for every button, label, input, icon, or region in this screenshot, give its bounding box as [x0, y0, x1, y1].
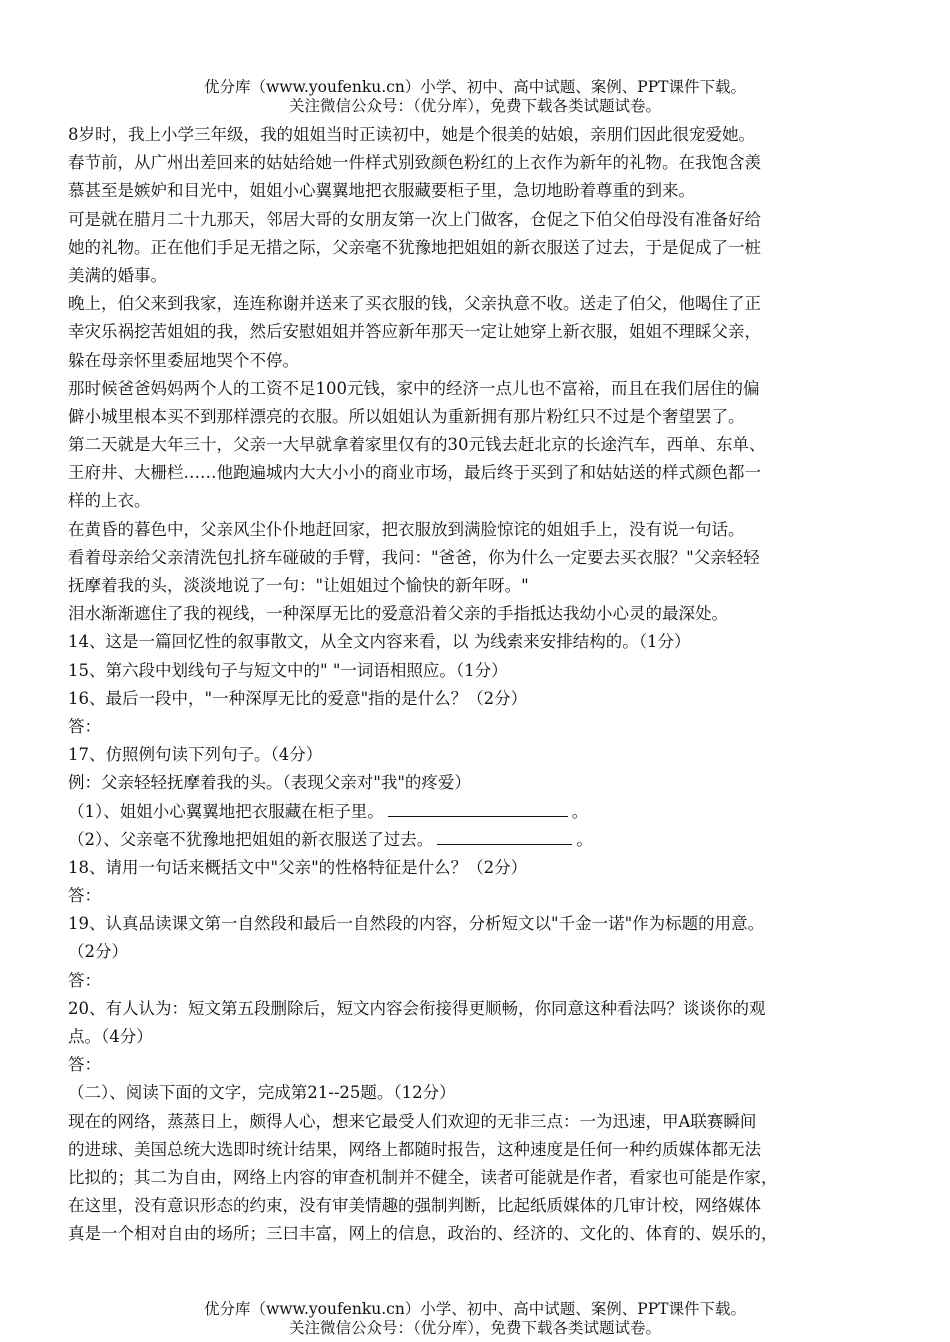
item-end: 。	[571, 801, 589, 821]
text-line: 王府井、大栅栏……他跑遍城内大大小小的商业市场，最后终于买到了和姑姑送的样式颜色都一	[68, 463, 761, 483]
question-20-cont: 点。（4分）	[68, 1027, 153, 1046]
text-line: 僻小城里根本买不到那样漂亮的衣服。所以姐姐认为重新拥有那片粉红只不过是个奢望罢了。	[68, 406, 745, 426]
question-17-item-1	[68, 798, 876, 826]
question-19-score: （2分）	[68, 942, 128, 962]
text-line: 幸灾乐祸挖苦姐姐的我，然后安慰姐姐并答应新年那天一定让她穿上新衣服，姐姐不理睬父亲，	[68, 322, 761, 342]
text-line: 在这里，没有意识形态的约束，没有审美情趣的强制判断，比起纸质媒体的几审计校，网络媒体	[68, 1196, 761, 1216]
text-line: 那时候爸爸妈妈两个人的工资不足100元钱，家中的经济一点儿也不富裕，而且在我们居住的偏	[68, 378, 760, 398]
footer-line-1: 优分库（www.youfenku.cn）小学、初中、高中试题、案例、PPT课件下载。	[203, 1300, 747, 1318]
text-line: 真是一个相对自由的场所；三曰丰富，网上的信息，政治的、经济的、文化的、体育的、娱乐的，	[68, 1224, 778, 1244]
answer-label: 答：	[68, 970, 101, 990]
text-line: 看着母亲给父亲清洗包扎挤车碰破的手臂，我问："爸爸，你为什么一定要去买衣服？"父亲轻轻	[68, 547, 760, 567]
item-text: （2）、父亲毫不犹豫地把姐姐的新衣服送了过去。	[68, 829, 434, 849]
question-16: 16、最后一段中，"一种深厚无比的爱意"指的是什么？（2分）	[68, 688, 528, 708]
question-15: 15、第六段中划线句子与短文中的" "一词语相照应。（1分）	[68, 660, 508, 680]
answer-label: 答：	[68, 886, 101, 906]
question-20: 20、有人认为：短文第五段删除后，短文内容会衔接得更顺畅，你同意这种看法吗？谈谈你的观	[68, 998, 766, 1018]
section-two-heading: （二）、阅读下面的文字，完成第21--25题。（12分）	[68, 1083, 456, 1103]
text-line: 美满的婚事。	[68, 265, 167, 285]
text-line: 晚上，伯父来到我家，连连称谢并送来了买衣服的钱，父亲执意不收。送走了伯父，他喝住了正	[68, 294, 761, 314]
header-line-2: 关注微信公众号：（优分库），免费下载各类试题试卷。	[288, 97, 661, 115]
text-line: 可是就在腊月二十九那天，邻居大哥的女朋友第一次上门做客，仓促之下伯父伯母没有准备好给	[68, 209, 761, 229]
question-18: 18、请用一句话来概括文中"父亲"的性格特征是什么？（2分）	[68, 857, 528, 877]
header-line-1: 优分库（www.youfenku.cn）小学、初中、高中试题、案例、PPT课件下载。	[203, 78, 747, 96]
text-line: 样的上衣。	[68, 491, 151, 511]
question-19: 19、认真品读课文第一自然段和最后一自然段的内容，分析短文以"千金一诺"作为标题的用意。	[68, 914, 765, 934]
text-line: 春节前，从广州出差回来的姑姑给她一件样式别致颜色粉红的上衣作为新年的礼物。在我饱含羡	[68, 153, 761, 173]
text-line: 躲在母亲怀里委屈地哭个不停。	[68, 350, 299, 370]
question-17-example: 例：父亲轻轻抚摩着我的头。（表现父亲对"我"的疼爱）	[68, 773, 471, 793]
question-17: 17、仿照例句读下列句子。（4分）	[68, 745, 323, 765]
text-line: 比拟的；其二为自由，网络上内容的审查机制并不健全，读者可能就是作者，看家也可能是作家，	[68, 1167, 778, 1187]
answer-label: 答：	[68, 716, 101, 736]
item-end: 。	[576, 829, 593, 849]
text-line: 的进球、美国总统大选即时统计结果，网络上都随时报告，这种速度是任何一种约质媒体都无法	[68, 1139, 761, 1159]
answer-blank[interactable]	[388, 798, 568, 817]
text-line: 慕甚至是嫉妒和目光中，姐姐小心翼翼地把衣服藏要柜子里，急切地盼着尊重的到来。	[68, 181, 695, 201]
answer-label: 答：	[68, 1055, 101, 1075]
page-header	[0, 78, 950, 116]
answer-blank[interactable]	[437, 826, 572, 845]
text-line: 泪水渐渐遮住了我的视线，一种深厚无比的爱意沿着父亲的手指抵达我幼小心灵的最深处。	[68, 604, 728, 624]
item-text: （1）、姐姐小心翼翼地把衣服藏在柜子里。	[68, 801, 384, 821]
text-line: 她的礼物。正在他们手足无措之际，父亲毫不犹豫地把姐姐的新衣服送了过去，于是促成了一桩	[68, 237, 761, 257]
footer-line-2: 关注微信公众号：（优分库），免费下载各类试题试卷。	[288, 1319, 661, 1337]
text-line: 在黄昏的暮色中，父亲风尘仆仆地赶回家，把衣服放到满脸惊诧的姐姐手上，没有说一句话。	[68, 519, 745, 539]
text-line: 抚摩着我的头，淡淡地说了一句："让姐姐过个愉快的新年呀。"	[68, 576, 529, 595]
question-17-item-2	[68, 826, 876, 854]
document-body	[68, 121, 876, 1249]
question-14: 14、这是一篇回忆性的叙事散文，从全文内容来看，以 为线索来安排结构的。（1分）	[68, 632, 691, 652]
text-line: 8岁时，我上小学三年级，我的姐姐当时正读初中，她是个很美的姑娘，亲朋们因此很宠爱她。	[68, 125, 755, 144]
page-footer	[0, 1300, 950, 1338]
text-line: 现在的网络，蒸蒸日上，颇得人心，想来它最受人们欢迎的无非三点：一为迅速，甲A联赛瞬间	[68, 1111, 757, 1131]
text-line: 第二天就是大年三十，父亲一大早就拿着家里仅有的30元钱去赶北京的长途汽车，西单、东单、	[68, 435, 766, 455]
